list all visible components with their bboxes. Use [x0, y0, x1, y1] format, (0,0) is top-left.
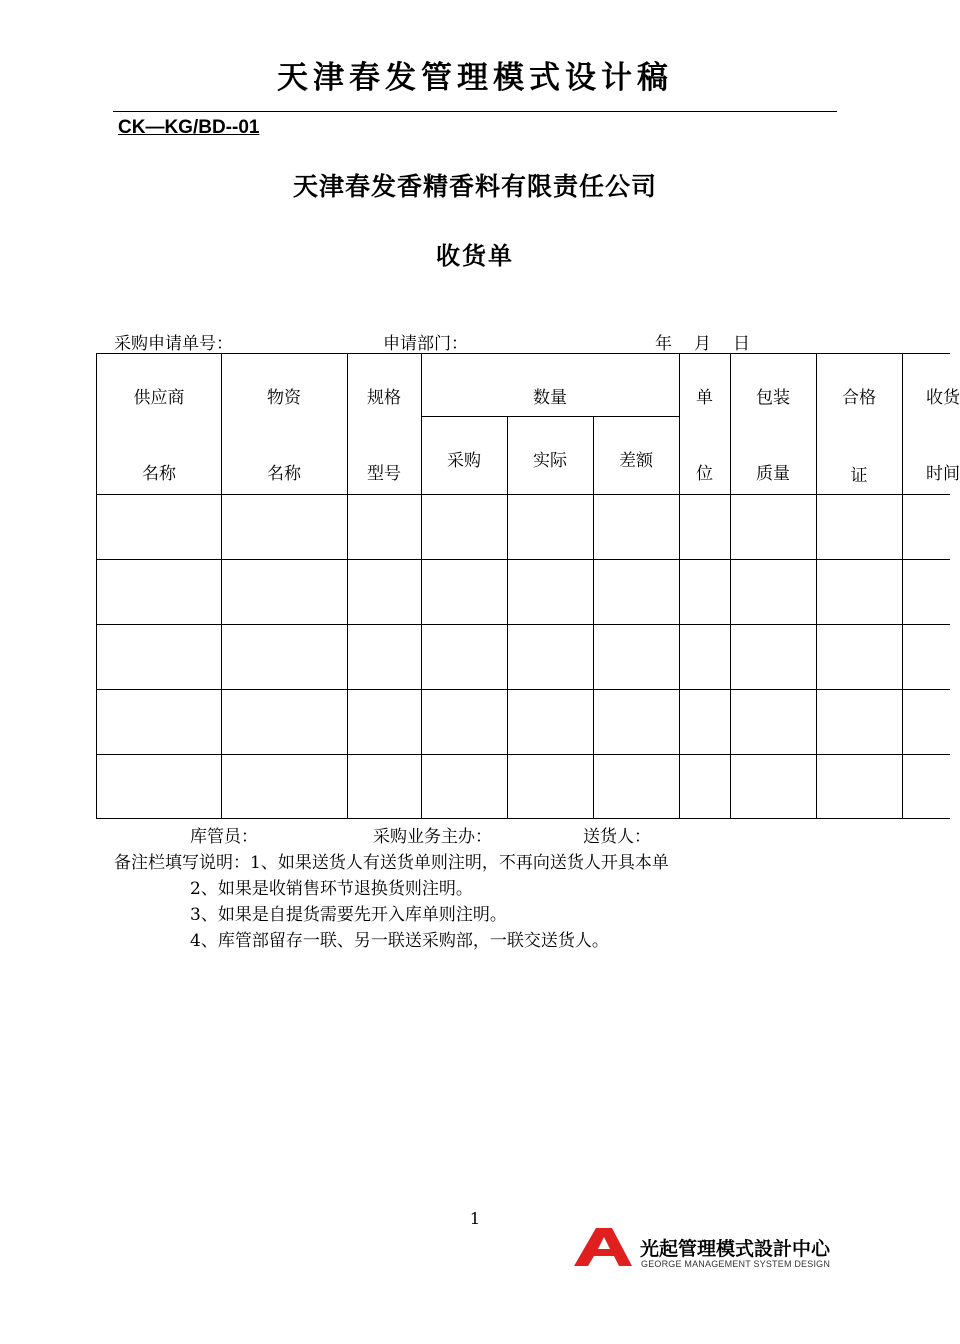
header-spec-bottom: 型号 — [367, 464, 401, 484]
table-row[interactable] — [96, 624, 950, 689]
header-unit-top: 单 — [696, 388, 713, 408]
header-title: 天津春发管理模式设计稿 — [277, 60, 673, 96]
department-label: 申请部门： — [383, 334, 468, 354]
note-line-3: 3、如果是自提货需要先开入库单则注明。 — [190, 905, 507, 925]
header-supplier-bottom: 名称 — [142, 464, 176, 484]
table-row[interactable] — [96, 689, 950, 754]
header-receipt-bottom: 时间 — [926, 464, 960, 484]
header-material-top: 物资 — [267, 388, 301, 408]
form-title: 收货单 — [436, 242, 514, 270]
table-row[interactable] — [96, 754, 950, 818]
header-spec-top: 规格 — [367, 388, 401, 408]
brand-logo-mark — [574, 1228, 634, 1272]
header-divider — [113, 111, 837, 112]
brand-name-cn: 光起管理模式設計中心 — [640, 1238, 831, 1260]
header-qty-purchase: 采购 — [447, 451, 481, 471]
header-certificate-bottom: 证 — [850, 466, 868, 486]
note-line-4: 4、库管部留存一联、另一联送采购部，一联交送货人。 — [190, 931, 609, 951]
header-qty-difference: 差额 — [619, 451, 653, 471]
header-unit-bottom: 位 — [696, 464, 713, 484]
deliverer-label: 送货人： — [583, 827, 651, 847]
header-packaging-bottom: 质量 — [756, 464, 790, 484]
month-label: 月 — [694, 334, 711, 354]
request-number-label: 采购申请单号： — [114, 334, 233, 354]
purchase-officer-label: 采购业务主办： — [373, 827, 492, 847]
table-row[interactable] — [96, 559, 950, 624]
header-quantity: 数量 — [533, 388, 567, 408]
header-material-bottom: 名称 — [267, 464, 301, 484]
day-label: 日 — [733, 334, 750, 354]
header-packaging-top: 包装 — [756, 388, 790, 408]
header-supplier-top: 供应商 — [133, 388, 185, 408]
note-line-1: 备注栏填写说明：1、如果送货人有送货单则注明，不再向送货人开具本单 — [114, 853, 669, 873]
table-border-bottom — [96, 818, 950, 819]
header-receipt-top: 收货 — [926, 388, 960, 408]
brand-name-en: GEORGE MANAGEMENT SYSTEM DESIGN — [641, 1259, 831, 1269]
header-qty-actual: 实际 — [533, 451, 567, 471]
header-certificate-top: 合格 — [842, 388, 876, 408]
company-name: 天津春发香精香料有限责任公司 — [292, 172, 657, 201]
page-number: 1 — [469, 1209, 481, 1228]
document-code: CK—KG/BD--01 — [118, 117, 260, 138]
note-line-2: 2、如果是收销售环节退换货则注明。 — [190, 879, 473, 899]
year-label: 年 — [655, 334, 672, 354]
warehouse-keeper-label: 库管员： — [190, 827, 258, 847]
quantity-subheader-divider — [421, 416, 679, 417]
table-row[interactable] — [96, 494, 950, 559]
